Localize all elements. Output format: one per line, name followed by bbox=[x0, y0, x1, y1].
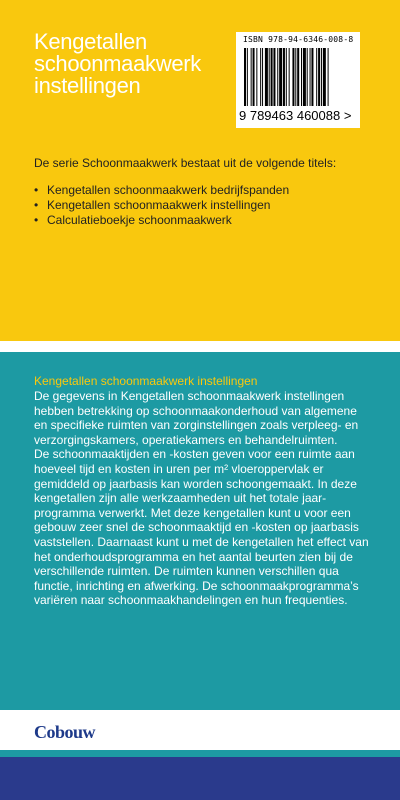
publisher-logo: Cobouw bbox=[34, 722, 96, 742]
barcode-bar bbox=[269, 48, 270, 106]
book-title bbox=[34, 31, 234, 97]
barcode-bar bbox=[323, 48, 326, 106]
series-list-item bbox=[34, 183, 289, 198]
barcode-bar bbox=[310, 48, 311, 106]
barcode-bar bbox=[318, 48, 320, 106]
cover-top-panel bbox=[0, 0, 400, 341]
barcode-bar bbox=[273, 48, 275, 106]
barcode-bar bbox=[307, 48, 308, 106]
teal-stripe bbox=[0, 750, 400, 757]
description-line: gebouw zeer snel de schoonmaaktijd en -kosten op jaarbasis bbox=[34, 520, 359, 535]
barcode-bars-icon bbox=[244, 48, 354, 106]
barcode-bar bbox=[256, 48, 257, 106]
barcode-bar bbox=[316, 48, 317, 106]
series-list-item bbox=[34, 213, 289, 228]
navy-footer bbox=[0, 757, 400, 800]
barcode-bar bbox=[271, 48, 273, 106]
description-line: verzorgingskamers, operatiekamers en behandelruimten. bbox=[34, 432, 338, 447]
description-line: variëren naar schoonmaakhandelingen en hun frequenties. bbox=[34, 593, 348, 608]
series-list bbox=[34, 183, 289, 228]
barcode-bar bbox=[289, 48, 290, 106]
bullet-icon: • bbox=[34, 198, 39, 212]
description-line: verschillende ruimten. De ruimten kunnen verschillen qua bbox=[34, 564, 339, 579]
description-line: vaststellen. Daarnaast kunt u met de kengetallen het effect van bbox=[34, 534, 369, 549]
barcode-bar bbox=[292, 48, 294, 106]
barcode-bar bbox=[244, 48, 246, 106]
series-title: Kengetallen schoonmaakwerk bedrijfspanden bbox=[47, 183, 290, 197]
barcode-bar bbox=[295, 48, 296, 106]
description-line: gemiddeld op jaarbasis kan worden schoongemaakt. In deze bbox=[34, 476, 357, 491]
isbn-barcode bbox=[236, 32, 360, 128]
barcode-bar bbox=[321, 48, 322, 106]
barcode-bar bbox=[328, 48, 329, 106]
barcode-bar bbox=[279, 48, 282, 106]
series-title: Kengetallen schoonmaakwerk instellingen bbox=[47, 198, 271, 212]
barcode-bar bbox=[262, 48, 263, 106]
barcode-bar bbox=[251, 48, 252, 106]
series-list-item bbox=[34, 198, 289, 213]
series-intro: De serie Schoonmaakwerk bestaat uit de volgende titels: bbox=[34, 156, 337, 170]
barcode-bar bbox=[283, 48, 285, 106]
description-line: functie, inrichting en afwerking. De schoonmaakprogramma’s bbox=[34, 578, 359, 593]
barcode-bar bbox=[253, 48, 255, 106]
description-line: De gegevens in Kengetallen schoonmaakwerk instellingen bbox=[34, 389, 345, 403]
description-line: hebben betrekking op schoonmaakonderhoud van algemene bbox=[34, 403, 357, 418]
barcode-bar bbox=[265, 48, 268, 106]
description-line: programma verwerkt. Met deze kengetallen kunt u voor een bbox=[34, 505, 351, 520]
description-line: en specifieke ruimten van zorginstellingen zoals verpleeg- en bbox=[34, 418, 359, 433]
barcode-bar bbox=[301, 48, 302, 106]
barcode-bar bbox=[247, 48, 248, 106]
barcode-bar bbox=[297, 48, 299, 106]
book-title-line: schoonmaakwerk bbox=[34, 51, 201, 76]
barcode-bar bbox=[286, 48, 287, 106]
description-line: De schoonmaaktijden en -kosten geven voor een ruimte aan bbox=[34, 447, 355, 462]
barcode-bar bbox=[303, 48, 306, 106]
bullet-icon: • bbox=[34, 213, 39, 227]
series-title: Calculatieboekje schoonmaakwerk bbox=[47, 213, 232, 227]
book-title-line: Kengetallen bbox=[34, 29, 147, 54]
barcode-bar bbox=[311, 48, 313, 106]
description-title: Kengetallen schoonmaakwerk instellingen bbox=[34, 374, 258, 388]
ean-number: 9 789463 460088 > bbox=[239, 108, 352, 123]
isbn-label: ISBN 978-94-6346-008-8 bbox=[243, 35, 354, 44]
description-body bbox=[34, 389, 376, 608]
barcode-bar bbox=[277, 48, 278, 106]
bullet-icon: • bbox=[34, 183, 39, 197]
description-line: kengetallen zijn alle werkzaamheden uit het totale jaar- bbox=[34, 491, 327, 506]
barcode-bar bbox=[260, 48, 261, 106]
book-title-line: instellingen bbox=[34, 73, 141, 98]
description-line: hoeveel tijd en kosten in uren per m² vloeroppervlak er bbox=[34, 461, 324, 476]
description-line: het onderhoudsprogramma en het aantal beurten zien bij de bbox=[34, 549, 353, 564]
